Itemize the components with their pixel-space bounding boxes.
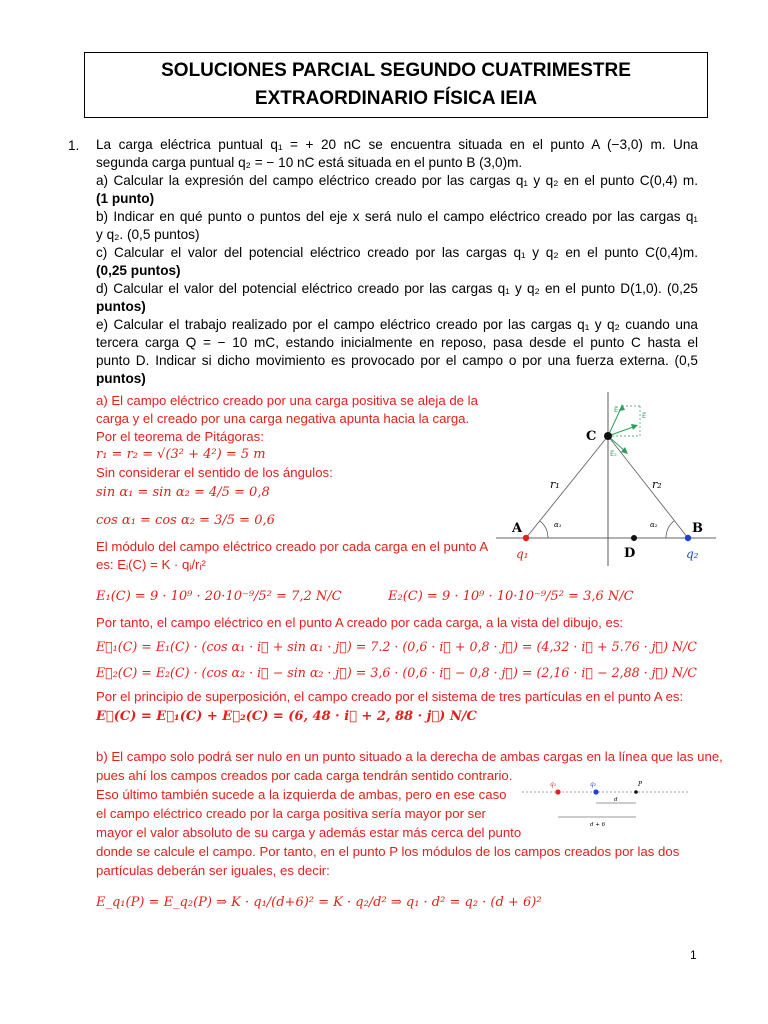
problem-line: punto D. Indicar si dicho movimiento es provocado por el campo o por una fuerza externa. (0,5	[96, 353, 698, 368]
label-alpha2: α₂	[650, 521, 658, 529]
label-e: E⃗	[642, 412, 647, 420]
label-q2: q₂	[686, 547, 699, 561]
solution-b-line: el campo eléctrico creado por la carga positiva sería mayor por ser	[96, 806, 486, 821]
fig2-label-q2: q₂	[590, 781, 597, 788]
solution-a-line: Sin considerar el sentido de los ángulos:	[96, 465, 333, 480]
point-d	[631, 535, 637, 541]
title-line-2: EXTRAORDINARIO FÍSICA IEIA	[254, 88, 538, 109]
label-r1: r₁	[550, 478, 560, 491]
solution-b-line: partículas deberán ser iguales, es decir:	[96, 863, 330, 878]
problem-line: d) Calcular el valor del potencial eléctrico creado por las cargas q₁ y q₂ en el punto D(1,0). (0,25	[96, 281, 698, 296]
problem-line: puntos)	[96, 299, 146, 314]
fig2-p-dot	[634, 790, 638, 794]
label-c: C	[586, 429, 597, 444]
solution-a-line: Por tanto, el campo eléctrico en el punto A creado por cada carga, a la vista del dibujo, es:	[96, 615, 624, 630]
label-a: A	[512, 521, 523, 536]
solution-b-line: donde se calcule el campo. Por tanto, en el punto P los módulos de los campos creados por las dos	[96, 844, 680, 859]
page-number: 1	[690, 948, 697, 962]
problem-line: tercera carga Q = − 10 mC, estando inicialmente en reposo, pasa desde el punto C hasta el	[96, 335, 698, 350]
angle-arc-1	[540, 521, 548, 538]
problem-line: e) Calcular el trabajo realizado por el campo eléctrico creado por las cargas q₁ y q₂ cuando una	[96, 317, 698, 332]
charge-q1-dot	[523, 535, 529, 541]
solution-a-line: El módulo del campo eléctrico creado por cada carga en el punto A	[96, 539, 489, 554]
problem-line: (0,25 puntos)	[96, 263, 181, 278]
solution-b-line: E_q₁(P) = E_q₂(P) ⇒ K · q₁/(d+6)² = K · q₂/d² ⇒ q₁ · d² = q₂ · (d + 6)²	[96, 895, 542, 910]
solution-b-line: Eso último también sucede a la izquierda de ambas, pero en ese caso	[96, 787, 507, 802]
problem-line: c) Calcular el valor del potencial eléctrico creado por las cargas q₁ y q₂ en el punto C(0,4)m.	[96, 245, 698, 260]
problem-line: a) Calcular la expresión del campo eléctrico creado por las cargas q₁ y q₂ en el punto C(0,4) m.	[96, 173, 698, 188]
solution-a-line: cos α₁ = cos α₂ = 3/5 = 0,6	[96, 513, 275, 528]
label-b: B	[692, 521, 703, 536]
fig2-label-q1: q₁	[550, 781, 557, 788]
solution-a-line: E₁(C) = 9 · 10⁹ · 20·10⁻⁹/5² = 7,2 N/C	[96, 589, 342, 604]
problem-line: (1 punto)	[96, 191, 155, 206]
solution-a-line: es: Eᵢ(C) = K · qᵢ/rᵢ²	[96, 557, 206, 572]
label-q1: q₁	[516, 547, 529, 561]
title-box	[84, 52, 708, 118]
side-r2	[608, 436, 688, 538]
solution-b-line: b) El campo solo podrá ser nulo en un punto situado a la derecha de ambas cargas en la línea que las une,	[96, 749, 723, 764]
fig2-label-d: d	[614, 797, 618, 803]
side-r1	[526, 436, 608, 538]
problem-line: puntos)	[96, 371, 146, 386]
label-e2: E⃗₂	[610, 450, 617, 458]
label-alpha1: α₁	[554, 521, 562, 529]
problem-line: segunda carga puntual q₂ = − 10 nC está situada en el punto B (3,0)m.	[96, 155, 523, 170]
label-e1: E⃗₁	[614, 406, 621, 414]
problem-line: b) Indicar en qué punto o puntos del eje x será nulo el campo eléctrico creado por las cargas q₁	[96, 209, 698, 224]
vector-e-head-icon	[631, 424, 638, 430]
title-line-1: SOLUCIONES PARCIAL SEGUNDO CUATRIMESTRE	[161, 60, 631, 81]
solution-a-line: E₂(C) = 9 · 10⁹ · 10·10⁻⁹/5² = 3,6 N/C	[388, 589, 634, 604]
point-c	[604, 432, 612, 440]
fig2-label-p: P	[638, 781, 643, 788]
solution-a-line: a) El campo eléctrico creado por una carga positiva se aleja de la	[96, 393, 478, 408]
fig2-label-d6: d + 6	[590, 822, 606, 828]
solution-b-line: pues ahí los campos creados por cada carga tendrán sentido contrario.	[96, 768, 513, 783]
charges-line-figure	[518, 776, 694, 836]
solution-a-line: Por el principio de superposición, el campo creado por el sistema de tres partículas en el punto A es:	[96, 689, 684, 704]
fig2-q1-dot	[555, 789, 560, 794]
charge-q2-dot	[685, 535, 691, 541]
problem-line: La carga eléctrica puntual q₁ = + 20 nC se encuentra situada en el punto A (−3,0) m. Una	[96, 137, 698, 152]
angle-arc-2	[666, 521, 674, 538]
charges-triangle-figure	[490, 388, 720, 568]
problem-line: y q₂. (0,5 puntos)	[96, 227, 200, 242]
label-r2: r₂	[652, 478, 662, 491]
solution-a-line: E⃗(C) = E⃗₁(C) + E⃗₂(C) = (6, 48 · i⃗ + 2, 88 · j⃗) N/C	[96, 709, 477, 724]
solution-a-line: r₁ = r₂ = √(3² + 4²) = 5 m	[96, 447, 266, 462]
solution-a-line: E⃗₁(C) = E₁(C) · (cos α₁ · i⃗ + sin α₁ · j⃗) = 7.2 · (0,6 · i⃗ + 0,8 · j⃗) = (4,32 · i⃗ + 5.76 · j⃗) N/C	[96, 639, 697, 654]
label-d: D	[624, 546, 636, 561]
solution-a-line: sin α₁ = sin α₂ = 4/5 = 0,8	[96, 485, 270, 500]
solution-b-line: mayor el valor absoluto de su carga y además estar más cerca del punto	[96, 825, 522, 840]
problem-number: 1.	[68, 138, 80, 153]
solution-a-line: Por el teorema de Pitágoras:	[96, 429, 264, 444]
fig2-q2-dot	[593, 789, 598, 794]
solution-a-line: carga y el creado por una carga negativa apunta hacia la carga.	[96, 411, 470, 426]
solution-a-line: E⃗₂(C) = E₂(C) · (cos α₂ · i⃗ − sin α₂ · j⃗) = 3,6 · (0,6 · i⃗ − 0,8 · j⃗) = (2,16 · i⃗ − 2,88 · j⃗) N/C	[96, 665, 697, 680]
